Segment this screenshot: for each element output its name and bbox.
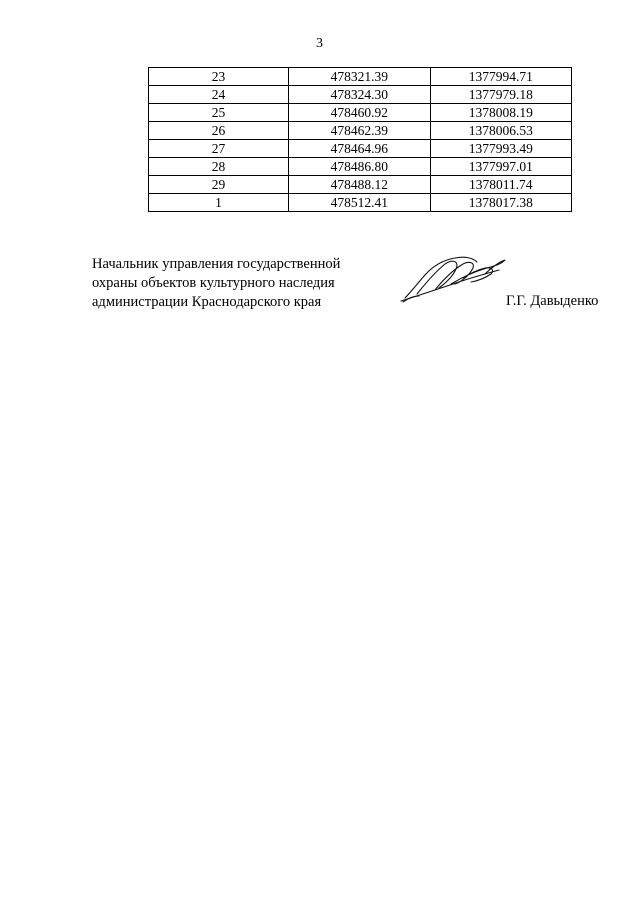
x-coordinate-cell: 478462.39 bbox=[289, 122, 430, 140]
table-row bbox=[149, 140, 572, 158]
x-coordinate-cell: 478464.96 bbox=[289, 140, 430, 158]
table-row bbox=[149, 158, 572, 176]
table-row bbox=[149, 86, 572, 104]
coordinates-table-body bbox=[149, 68, 572, 212]
y-coordinate-cell: 1377993.49 bbox=[430, 140, 571, 158]
y-coordinate-cell: 1377997.01 bbox=[430, 158, 571, 176]
point-number-cell: 29 bbox=[149, 176, 289, 194]
point-number-cell: 26 bbox=[149, 122, 289, 140]
point-number-cell: 28 bbox=[149, 158, 289, 176]
y-coordinate-cell: 1377979.18 bbox=[430, 86, 571, 104]
table-row bbox=[149, 194, 572, 212]
y-coordinate-cell: 1378008.19 bbox=[430, 104, 571, 122]
table-row bbox=[149, 176, 572, 194]
position-line: Начальник управления государственной bbox=[92, 256, 341, 272]
point-number-cell: 25 bbox=[149, 104, 289, 122]
page-number: 3 bbox=[316, 36, 323, 51]
handwritten-signature bbox=[395, 248, 510, 308]
table-row bbox=[149, 104, 572, 122]
point-number-cell: 1 bbox=[149, 194, 289, 212]
y-coordinate-cell: 1378011.74 bbox=[430, 176, 571, 194]
signatory-position bbox=[92, 255, 340, 312]
x-coordinate-cell: 478321.39 bbox=[289, 68, 430, 86]
point-number-cell: 23 bbox=[149, 68, 289, 86]
x-coordinate-cell: 478460.92 bbox=[289, 104, 430, 122]
x-coordinate-cell: 478488.12 bbox=[289, 176, 430, 194]
position-line: охраны объектов культурного наследия bbox=[92, 275, 335, 291]
signature-stroke bbox=[435, 262, 473, 290]
signer-name: Г.Г. Давыденко bbox=[506, 293, 599, 309]
x-coordinate-cell: 478486.80 bbox=[289, 158, 430, 176]
position-line: администрации Краснодарского края bbox=[92, 294, 322, 310]
coordinates-table bbox=[148, 67, 572, 212]
table-row bbox=[149, 68, 572, 86]
y-coordinate-cell: 1378006.53 bbox=[430, 122, 571, 140]
table-row bbox=[149, 122, 572, 140]
signature-stroke bbox=[463, 268, 493, 282]
y-coordinate-cell: 1377994.71 bbox=[430, 68, 571, 86]
y-coordinate-cell: 1378017.38 bbox=[430, 194, 571, 212]
x-coordinate-cell: 478512.41 bbox=[289, 194, 430, 212]
x-coordinate-cell: 478324.30 bbox=[289, 86, 430, 104]
point-number-cell: 24 bbox=[149, 86, 289, 104]
point-number-cell: 27 bbox=[149, 140, 289, 158]
